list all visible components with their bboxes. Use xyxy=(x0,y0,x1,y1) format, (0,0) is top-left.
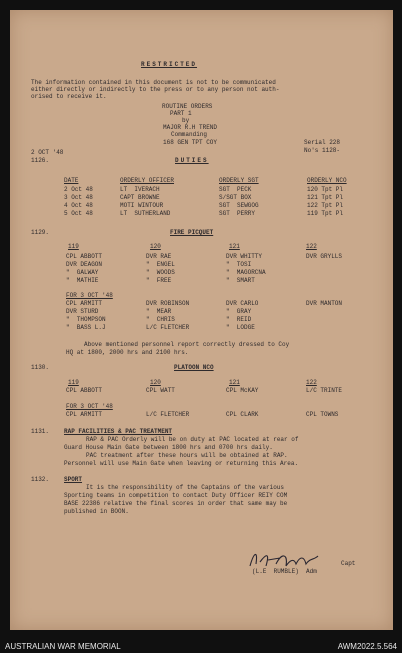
fp-col-122: 122 xyxy=(306,243,317,250)
rap-line-1: RAP & PAC Orderly will be on duty at PAC located at rear of xyxy=(86,436,299,443)
duties-col-officer: ORDERLY OFFICER xyxy=(120,177,175,184)
fp2-r3-c2: " CHRIS xyxy=(146,316,175,323)
footer-institution: AUSTRALIAN WAR MEMORIAL xyxy=(5,642,121,651)
item-1129: 1129. xyxy=(31,229,50,236)
pn2-c2: L/C FLETCHER xyxy=(146,411,190,418)
duties-col-date: DATE xyxy=(64,177,79,184)
fp2-r1-c3: DVR CARLO xyxy=(226,300,259,307)
fp2-r2-c3: " GRAY xyxy=(226,308,252,315)
sport-line-1: It is the responsibility of the Captains of the various xyxy=(86,484,285,491)
pn1-c2: CPL WATT xyxy=(146,387,175,394)
fp1-r2-c1: DVR DEAGON xyxy=(66,261,103,268)
duties-nco-3: 122 Tpt Pl xyxy=(307,202,344,209)
duties-sgt-4: SGT PERRY xyxy=(219,210,256,217)
fp-col-119: 119 xyxy=(68,243,79,250)
rap-line-4: Personnel will use Main Gate when leaving or returning this Area. xyxy=(64,460,299,467)
platoon-nco-heading: PLATOON NCO xyxy=(174,364,214,371)
rap-line-2: Guard House Main Gate between 1800 hrs and 0700 hrs daily. xyxy=(64,444,273,451)
serial-number: Serial 228 xyxy=(304,139,341,146)
fp2-r3-c1: " THOMPSON xyxy=(66,316,106,323)
pn-col-120: 120 xyxy=(150,379,161,386)
fp2-r1-c1: CPL ARMITT xyxy=(66,300,103,307)
fp2-r4-c2: L/C FLETCHER xyxy=(146,324,190,331)
sport-line-4: published in BOON. xyxy=(64,508,129,515)
fp1-r3-c2: " WOODS xyxy=(146,269,175,276)
archive-footer xyxy=(0,639,402,653)
duties-officer-2: CAPT BROWNE xyxy=(120,194,160,201)
notice-line-2: either directly or indirectly to the press or to any person not auth- xyxy=(31,86,280,93)
duties-officer-3: MOTI WINTOUR xyxy=(120,202,164,209)
part-label: PART 1 xyxy=(170,110,192,117)
sport-line-2: Sporting teams in competition to contact Duty Officer REIY COM xyxy=(64,492,288,499)
item-1126: 1126. xyxy=(31,157,50,164)
duties-sgt-3: SGT SEWGOG xyxy=(219,202,259,209)
duties-officer-4: LT SUTHERLAND xyxy=(120,210,171,217)
duties-date-4: 5 Oct 48 xyxy=(64,210,93,217)
pn-col-122: 122 xyxy=(306,379,317,386)
major-name: MAJOR R.H TREND xyxy=(163,124,218,131)
fp2-r3-c3: " REID xyxy=(226,316,252,323)
pn2-c3: CPL CLARK xyxy=(226,411,259,418)
duties-col-sgt: ORDERLY SGT xyxy=(219,177,259,184)
fp1-r3-c3: " MAGORCNA xyxy=(226,269,266,276)
sport-line-3: BASE 22386 relative the final scores in order that same may be xyxy=(64,500,288,507)
fp-col-120: 120 xyxy=(150,243,161,250)
fp1-r2-c2: " ENGEL xyxy=(146,261,175,268)
rap-heading: RAP FACILITIES & PAC TREATMENT xyxy=(64,428,173,435)
order-numbers: No's 1128- xyxy=(304,147,341,154)
fp-note-1: Above mentioned personnel report correctly dressed to Coy xyxy=(84,341,290,348)
order-date: 2 OCT '48 xyxy=(31,149,64,156)
unit-name: 168 GEN TPT COY xyxy=(163,139,218,146)
pn2-c1: CPL ARMITT xyxy=(66,411,103,418)
footer-accession-number: AWM2022.5.564 xyxy=(337,642,397,651)
fp2-r2-c1: DVR STURD xyxy=(66,308,99,315)
pn1-c3: CPL McKAY xyxy=(226,387,259,394)
fp2-r4-c1: " BASS L.J xyxy=(66,324,106,331)
notice-line-3: orised to receive it. xyxy=(31,93,107,100)
fp1-r1-c2: DVR RAE xyxy=(146,253,172,260)
duties-date-2: 3 Oct 48 xyxy=(64,194,93,201)
signature-image xyxy=(246,548,326,570)
fp1-r4-c1: " MATHIE xyxy=(66,277,99,284)
fp-col-121: 121 xyxy=(229,243,240,250)
duties-date-3: 4 Oct 48 xyxy=(64,202,93,209)
duties-nco-2: 121 Tpt Pl xyxy=(307,194,344,201)
signature-rank: Capt xyxy=(341,560,356,567)
fp-note-2: HQ at 1800, 2000 hrs and 2100 hrs. xyxy=(66,349,189,356)
restricted-heading: RESTRICTED xyxy=(141,61,198,68)
fp1-r4-c2: " FREE xyxy=(146,277,172,284)
fp1-r3-c1: " GALWAY xyxy=(66,269,99,276)
fp1-r2-c3: " TOSI xyxy=(226,261,252,268)
fp2-r2-c2: " MEAR xyxy=(146,308,172,315)
fp2-r4-c3: " LODGE xyxy=(226,324,255,331)
pn-col-119: 119 xyxy=(68,379,79,386)
fp1-r4-c3: " SMART xyxy=(226,277,255,284)
fp1-r1-c4: DVR GRYLLS xyxy=(306,253,343,260)
pn-col-121: 121 xyxy=(229,379,240,386)
by-label: by xyxy=(182,117,190,124)
item-1130: 1130. xyxy=(31,364,50,371)
item-1131: 1131. xyxy=(31,428,50,435)
pn-for-date: FOR 3 OCT '48 xyxy=(66,403,113,410)
duties-sgt-1: SGT PECK xyxy=(219,186,252,193)
duties-nco-4: 119 Tpt Pl xyxy=(307,210,344,217)
pn1-c1: CPL ABBOTT xyxy=(66,387,103,394)
pn1-c4: L/C TRINTE xyxy=(306,387,343,394)
commanding-label: Commanding xyxy=(171,131,208,138)
duties-nco-1: 120 Tpt Pl xyxy=(307,186,344,193)
fp1-r1-c3: DVR WHITTY xyxy=(226,253,263,260)
fp2-r1-c4: DVR MANTON xyxy=(306,300,343,307)
fp-for-date: FOR 3 OCT '48 xyxy=(66,292,113,299)
duties-heading: DUTIES xyxy=(175,157,209,164)
item-1132: 1132. xyxy=(31,476,50,483)
routine-orders: ROUTINE ORDERS xyxy=(162,103,213,110)
fp1-r1-c1: CPL ABBOTT xyxy=(66,253,103,260)
duties-date-1: 2 Oct 48 xyxy=(64,186,93,193)
fire-picquet-heading: FIRE PICQUET xyxy=(170,229,214,236)
signature-name: (L.E RUMBLE) Adm xyxy=(252,568,317,575)
pn2-c4: CPL TOWNS xyxy=(306,411,339,418)
notice-line-1: The information contained in this document is not to be communicated xyxy=(31,79,276,86)
fp2-r1-c2: DVR ROBINSON xyxy=(146,300,190,307)
sport-heading: SPORT xyxy=(64,476,83,483)
rap-line-3: PAC treatment after these hours will be obtained at RAP. xyxy=(86,452,288,459)
duties-officer-1: LT IVERACH xyxy=(120,186,160,193)
duties-sgt-2: S/SGT BOX xyxy=(219,194,252,201)
duties-col-nco: ORDERLY NCO xyxy=(307,177,347,184)
